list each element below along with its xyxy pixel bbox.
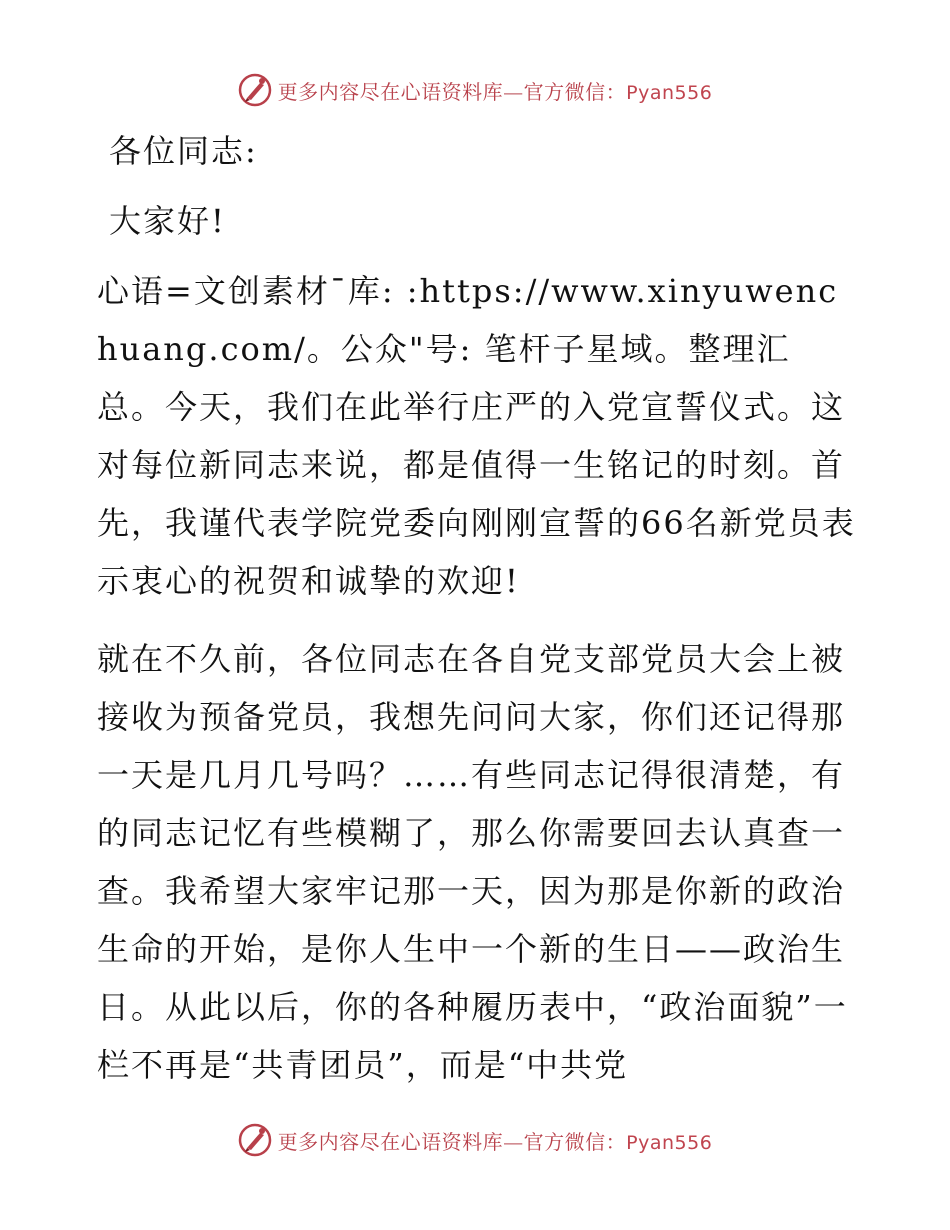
paragraph-2: 就在不久前，各位同志在各自党支部党员大会上被接收为预备党员，我想先问问大家，你们还记得那一天是几月几号吗？……有些同志记得很清楚，有的同志记忆有些模糊了，那么你需要回去认真查一查。我希望大家牢记那一天，因为那是你新的政治生命的开始，是你人生中一个新的生日——政治生日。从此以后，你的各种履历表中，“政治面貌”一栏不再是“共青团员”，而是“中共党 [97,640,848,1084]
salutation: 各位同志: [109,132,258,170]
watermark-header [0,70,950,110]
greeting: 大家好! [109,202,226,240]
watermark-dash: — [503,1129,524,1154]
document-body [97,122,857,1114]
watermark-dash: — [503,79,524,104]
watermark-id: Pyan556 [626,81,713,104]
watermark-id: Pyan556 [626,1131,713,1154]
watermark-label: 官方微信： [523,1129,627,1154]
watermark-brand: 更多内容尽在心语资料库 [277,79,504,104]
watermark-label: 官方微信： [523,79,627,104]
quill-pen-icon [238,73,272,107]
quill-pen-icon [238,1123,272,1157]
watermark-text [278,76,713,105]
watermark-footer [0,1120,950,1160]
watermark-text [278,1126,713,1155]
paragraph-1: 心语=文创素材¯库: :https://www.xinyuwenchuang.com/。公众"号: 笔杆子星域。整理汇总。今天，我们在此举行庄严的入党宣誓仪式。这对每位新同志来说，都是值得一生铭记的时刻。首先，我谨代表学院党委向刚刚宣誓的66名新党员表示衷心的祝贺和诚挚的欢迎! [97,272,856,600]
watermark-brand: 更多内容尽在心语资料库 [277,1129,504,1154]
